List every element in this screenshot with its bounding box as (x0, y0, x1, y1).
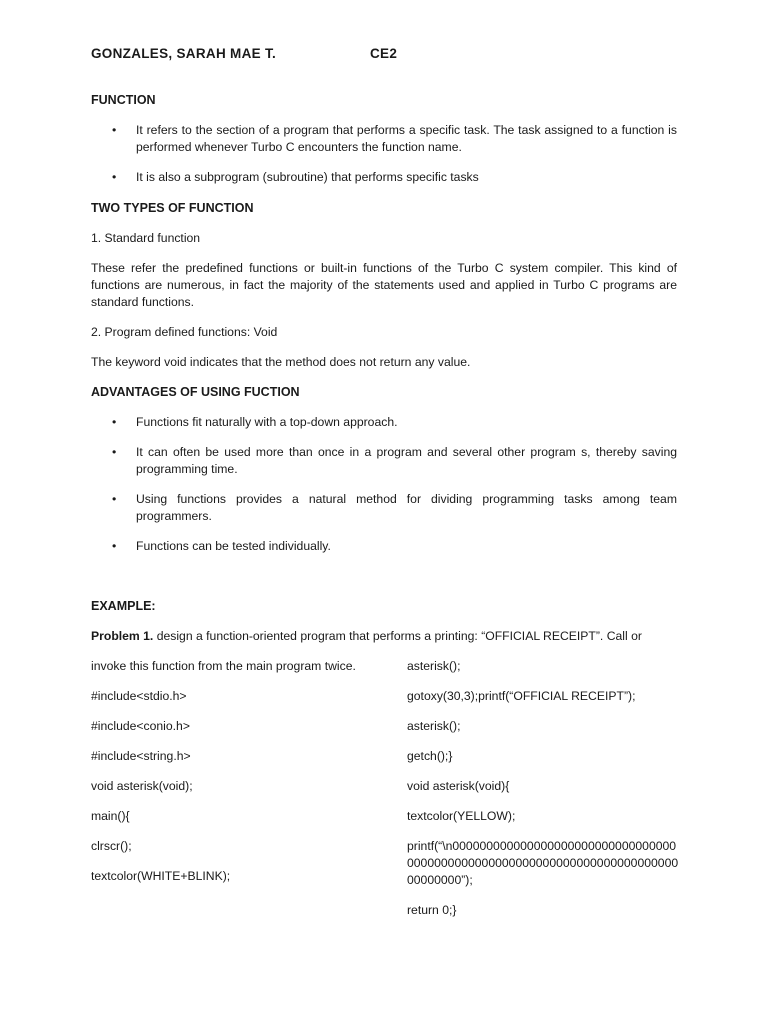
list-item-text: Functions can be tested individually. (136, 539, 331, 553)
code-line: clrscr(); (91, 839, 132, 853)
code-line: #include<conio.h> (91, 719, 190, 733)
code-right-column (407, 658, 679, 932)
list-item-text: It refers to the section of a program that performs a specific task. The task assigned to a function is performed whenever Turbo C encounters the function name. (136, 123, 677, 154)
list-item-text: Using functions provides a natural method for dividing programming tasks among team programmers. (136, 492, 677, 523)
problem-label: Problem 1. (91, 629, 154, 643)
author-name: GONZALES, SARAH MAE T. (91, 46, 277, 61)
list-item (91, 169, 677, 186)
function-bullet-list (91, 122, 677, 186)
code-line: printf(“\n000000000000000000000000000000000000000000000000000000000000000000000000000000000”); (407, 839, 679, 887)
bullet-icon: • (112, 492, 117, 506)
code-line: asterisk(); (407, 719, 461, 733)
type1-text: These refer the predefined functions or built-in functions of the Turbo C system compiler. This kind of functions are numerous, in fact the majority of the statements used and applied in Turbo C programs are standard functions. (91, 261, 677, 309)
type2-title: 2. Program defined functions: Void (91, 325, 278, 339)
problem-text: design a function-oriented program that performs a printing: “OFFICIAL RECEIPT”. Call or (153, 629, 642, 643)
document-header (91, 46, 398, 61)
example-heading: EXAMPLE: (91, 599, 156, 613)
type2-text: The keyword void indicates that the method does not return any value. (91, 355, 471, 369)
list-item (91, 538, 677, 555)
code-line: gotoxy(30,3);printf(“OFFICIAL RECEIPT”); (407, 689, 636, 703)
code-line: void asterisk(void); (91, 779, 193, 793)
document-body (91, 92, 677, 645)
types-heading: TWO TYPES OF FUNCTION (91, 201, 254, 215)
code-line: getch();} (407, 749, 453, 763)
function-heading: FUNCTION (91, 93, 156, 107)
bullet-icon: • (112, 539, 117, 553)
bullet-icon: • (112, 123, 117, 137)
advantages-bullet-list (91, 414, 677, 555)
list-item (91, 122, 677, 156)
list-item (91, 444, 677, 478)
code-line: #include<stdio.h> (91, 689, 187, 703)
course-code: CE2 (370, 46, 398, 61)
list-item (91, 414, 677, 431)
list-item (91, 491, 677, 525)
code-left-column (91, 658, 362, 898)
type1-title: 1. Standard function (91, 231, 201, 245)
code-line: main(){ (91, 809, 130, 823)
code-line: textcolor(WHITE+BLINK); (91, 869, 231, 883)
bullet-icon: • (112, 170, 117, 184)
bullet-icon: • (112, 415, 117, 429)
code-line: return 0;} (407, 903, 457, 917)
code-line: textcolor(YELLOW); (407, 809, 516, 823)
list-item-text: It is also a subprogram (subroutine) that performs specific tasks (136, 170, 479, 184)
code-line: asterisk(); (407, 659, 461, 673)
problem-statement (91, 628, 677, 645)
bullet-icon: • (112, 445, 117, 459)
code-line: invoke this function from the main program twice. (91, 659, 356, 673)
code-line: void asterisk(void){ (407, 779, 510, 793)
code-line: #include<string.h> (91, 749, 191, 763)
list-item-text: Functions fit naturally with a top-down approach. (136, 415, 398, 429)
list-item-text: It can often be used more than once in a program and several other program s, thereby saving programming time. (136, 445, 677, 476)
advantages-heading: ADVANTAGES OF USING FUCTION (91, 385, 300, 399)
